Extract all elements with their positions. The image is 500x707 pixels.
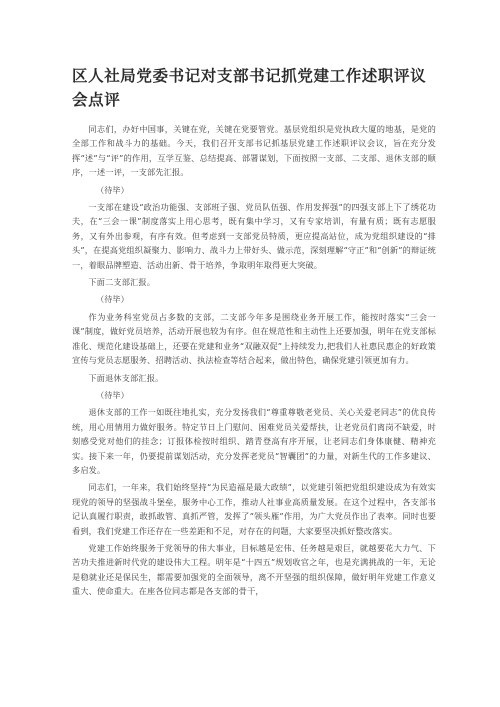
pending-note: （待毕） [96,294,129,305]
paragraph: 下面退休支部汇报。 [88,372,164,383]
paragraph: 同志们，办好中国事，关键在党，关键在党要管党。基层党组织是党执政大厦的地基，是党的全部工作和战斗力的基础。今天，我们召开支部书记抓基层党建工作述职评议会议，旨在充分发挥“述”与“评”的作用，互学互鉴、总结提高、部署谋划，下面按照一支部、二支部、退休支部的顺序，一述一评，一支部先汇报。 [72,124,436,178]
paragraph: 同志们，一年来，我们始终坚持“为民造福是最大政绩”，以党建引领把党组织建设成为有效实现党的领导的坚强战斗堡垒，服务中心工作，推动人社事业高质量发展。在这个过程中，各支部书记认真履行职责，敢抓敢管、真抓严管，发挥了“领头雁”作用，为广大党员作出了表率。同时也要看到，我们党建工作还存在一些差距和不足，对存在的问题，大家要坚决抓好整改落实。 [72,482,436,536]
pending-note: （待毕） [96,184,129,195]
paragraph: 退休支部的工作一如既往地扎实，充分发扬我们“尊重尊敬老党员、关心关爱老同志”的优良传统，用心用情用力做好服务。特定节日上门慰问、困难党员关爱帮扶，让老党员们离岗不缺爱，时刻感受党对他们的挂念；订报体检按时组织、踏青登高有序开展，让老同志们身体康健、精神充实。接下来一年，仍要提前谋划活动，充分发挥老党员“智囊团”的力量，对新生代的工作多建议、多启发。 [72,407,436,475]
paragraph: 下面二支部汇报。 [88,277,156,288]
paragraph: 一支部在建设“政治功能强、支部班子强、党员队伍强、作用发挥强”的四强支部上下了绣花功夫，在“三会一课”制度落实上用心思考，既有集中学习，又有专家培训，有量有质；既有志愿服务，又有外出参观，有序有效。但考虑到一支部党员特质，更应提高站位，成为党组织建设的“排头”，在提高党组织凝聚力、影响力、战斗力上带好头、做示范，深刻理解“守正”和“创新”的辩证统一，着眼品牌塑造、活动出新、骨干培养，争取明年取得更大突破。 [72,202,436,270]
document-title: 区人社局党委书记对支部书记抓党建工作述职评议会点评 [72,66,427,109]
paragraph: 党建工作始终服务于党领导的伟大事业，目标越是宏伟、任务越是艰巨，就越要花大力气、下苦功夫推进新时代党的建设伟大工程。明年是“十四五”规划收官之年，也是充满挑战的一年，无论是稳就业还是保民生，都需要加强党的全面领导，离不开坚强的组织保障，做好明年党建工作意义重大、使命重大。在座各位同志都是各支部的骨干， [72,542,436,597]
paragraph: 作为业务科室党员占多数的支部，二支部今年多是围绕业务开展工作，能按时落实“三会一课”制度，做好党员培养，活动开展也较为有序。但在规范性和主动性上还要加强，明年在党支部标准化、规范化建设基础上，还要在党建和业务“双融双促”上持续发力,把我们人社惠民惠企的好政策宣传与党员志愿服务、招聘活动、执法检查等结合起来，做出特色，确保党建引领更加有力。 [72,311,436,366]
pending-note: （待毕） [96,389,129,400]
